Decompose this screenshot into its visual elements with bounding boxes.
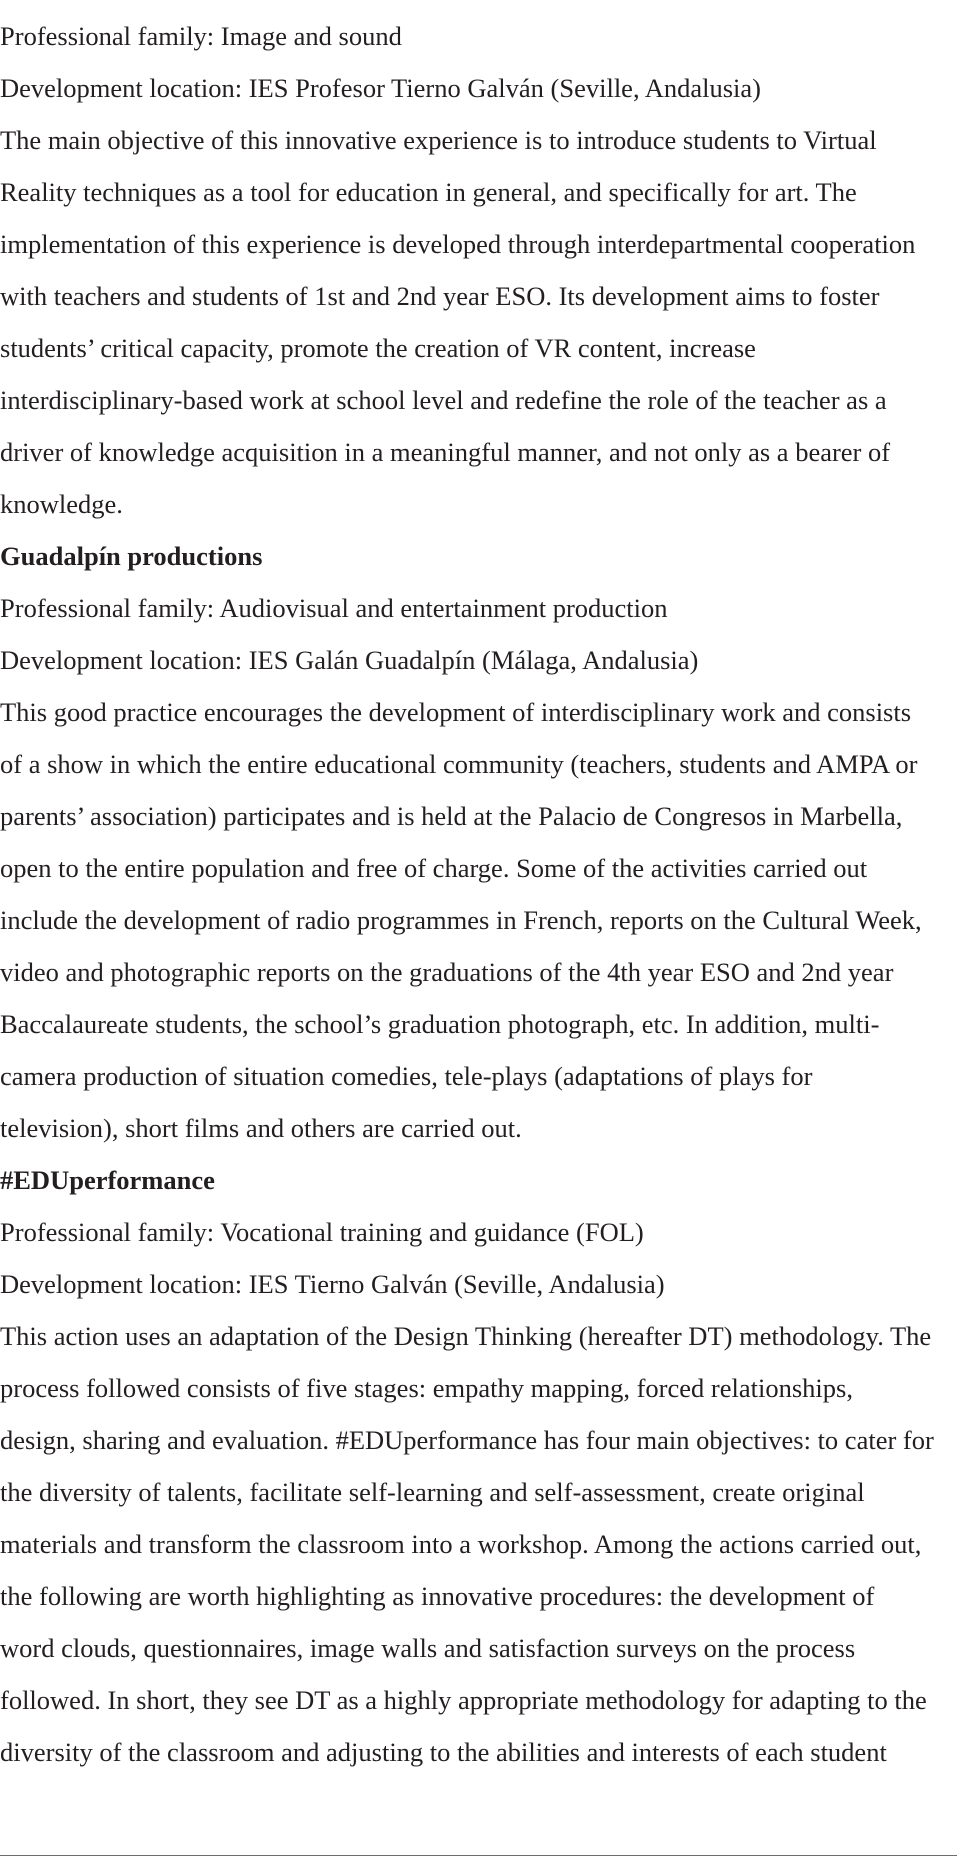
professional-family: Professional family: Image and sound [0,21,402,51]
development-location: Development location: IES Profesor Tierno Galván (Seville, Andalusia) [0,73,762,103]
section-description: This action uses an adaptation of the Design Thinking (hereafter DT) methodology. The process followed consists of five stages: empathy mapping, forced relationships, design, sharing and evaluation. #EDUperformance has four main objectives: to cater for the diversity of talents, facilitate self-learning and self-assessment, create original materials and transform the classroom into a workshop. Among the actions carried out, the following are worth highlighting as innovative procedures: the development of word clouds, questionnaires, image walls and satisfaction surveys on the process followed. In short, they see DT as a highly appropriate methodology for adapting to the diversity of the classroom and adjusting to the abilities and interests of each student [0,1321,934,1767]
section-description: The main objective of this innovative experience is to introduce students to Virtual Reality techniques as a tool for education in general, and specifically for art. The implementation of this experience is developed through interdepartmental cooperation with teachers and students of 1st and 2nd year ESO. Its development aims to foster students’ critical capacity, promote the creation of VR content, increase interdisciplinary-based work at school level and redefine the role of the teacher as a driver of knowledge acquisition in a meaningful manner, and not only as a bearer of knowledge. [0,125,916,519]
professional-family: Professional family: Vocational training and guidance (FOL) [0,1217,644,1247]
document-body [0,10,935,1778]
section-guadalpin-productions [0,530,935,1154]
section-description: This good practice encourages the development of interdisciplinary work and consists of a show in which the entire educational community (teachers, students and AMPA or parents’ association) participates and is held at the Palacio de Congresos in Marbella, open to the entire population and free of charge. Some of the activities carried out include the development of radio programmes in French, reports on the Cultural Week, video and photographic reports on the graduations of the 4th year ESO and 2nd year Baccalaureate students, the school’s graduation photograph, etc. In addition, multi-camera production of situation comedies, tele-plays (adaptations of plays for television), short films and others are carried out. [0,697,922,1143]
development-location: Development location: IES Tierno Galván (Seville, Andalusia) [0,1269,665,1299]
bottom-divider [0,1855,957,1856]
development-location: Development location: IES Galán Guadalpín (Málaga, Andalusia) [0,645,699,675]
professional-family: Professional family: Audiovisual and entertainment production [0,593,668,623]
section-title: #EDUperformance [0,1165,215,1195]
section-image-and-sound [0,10,935,530]
section-title: Guadalpín productions [0,541,263,571]
section-eduperformance [0,1154,935,1778]
